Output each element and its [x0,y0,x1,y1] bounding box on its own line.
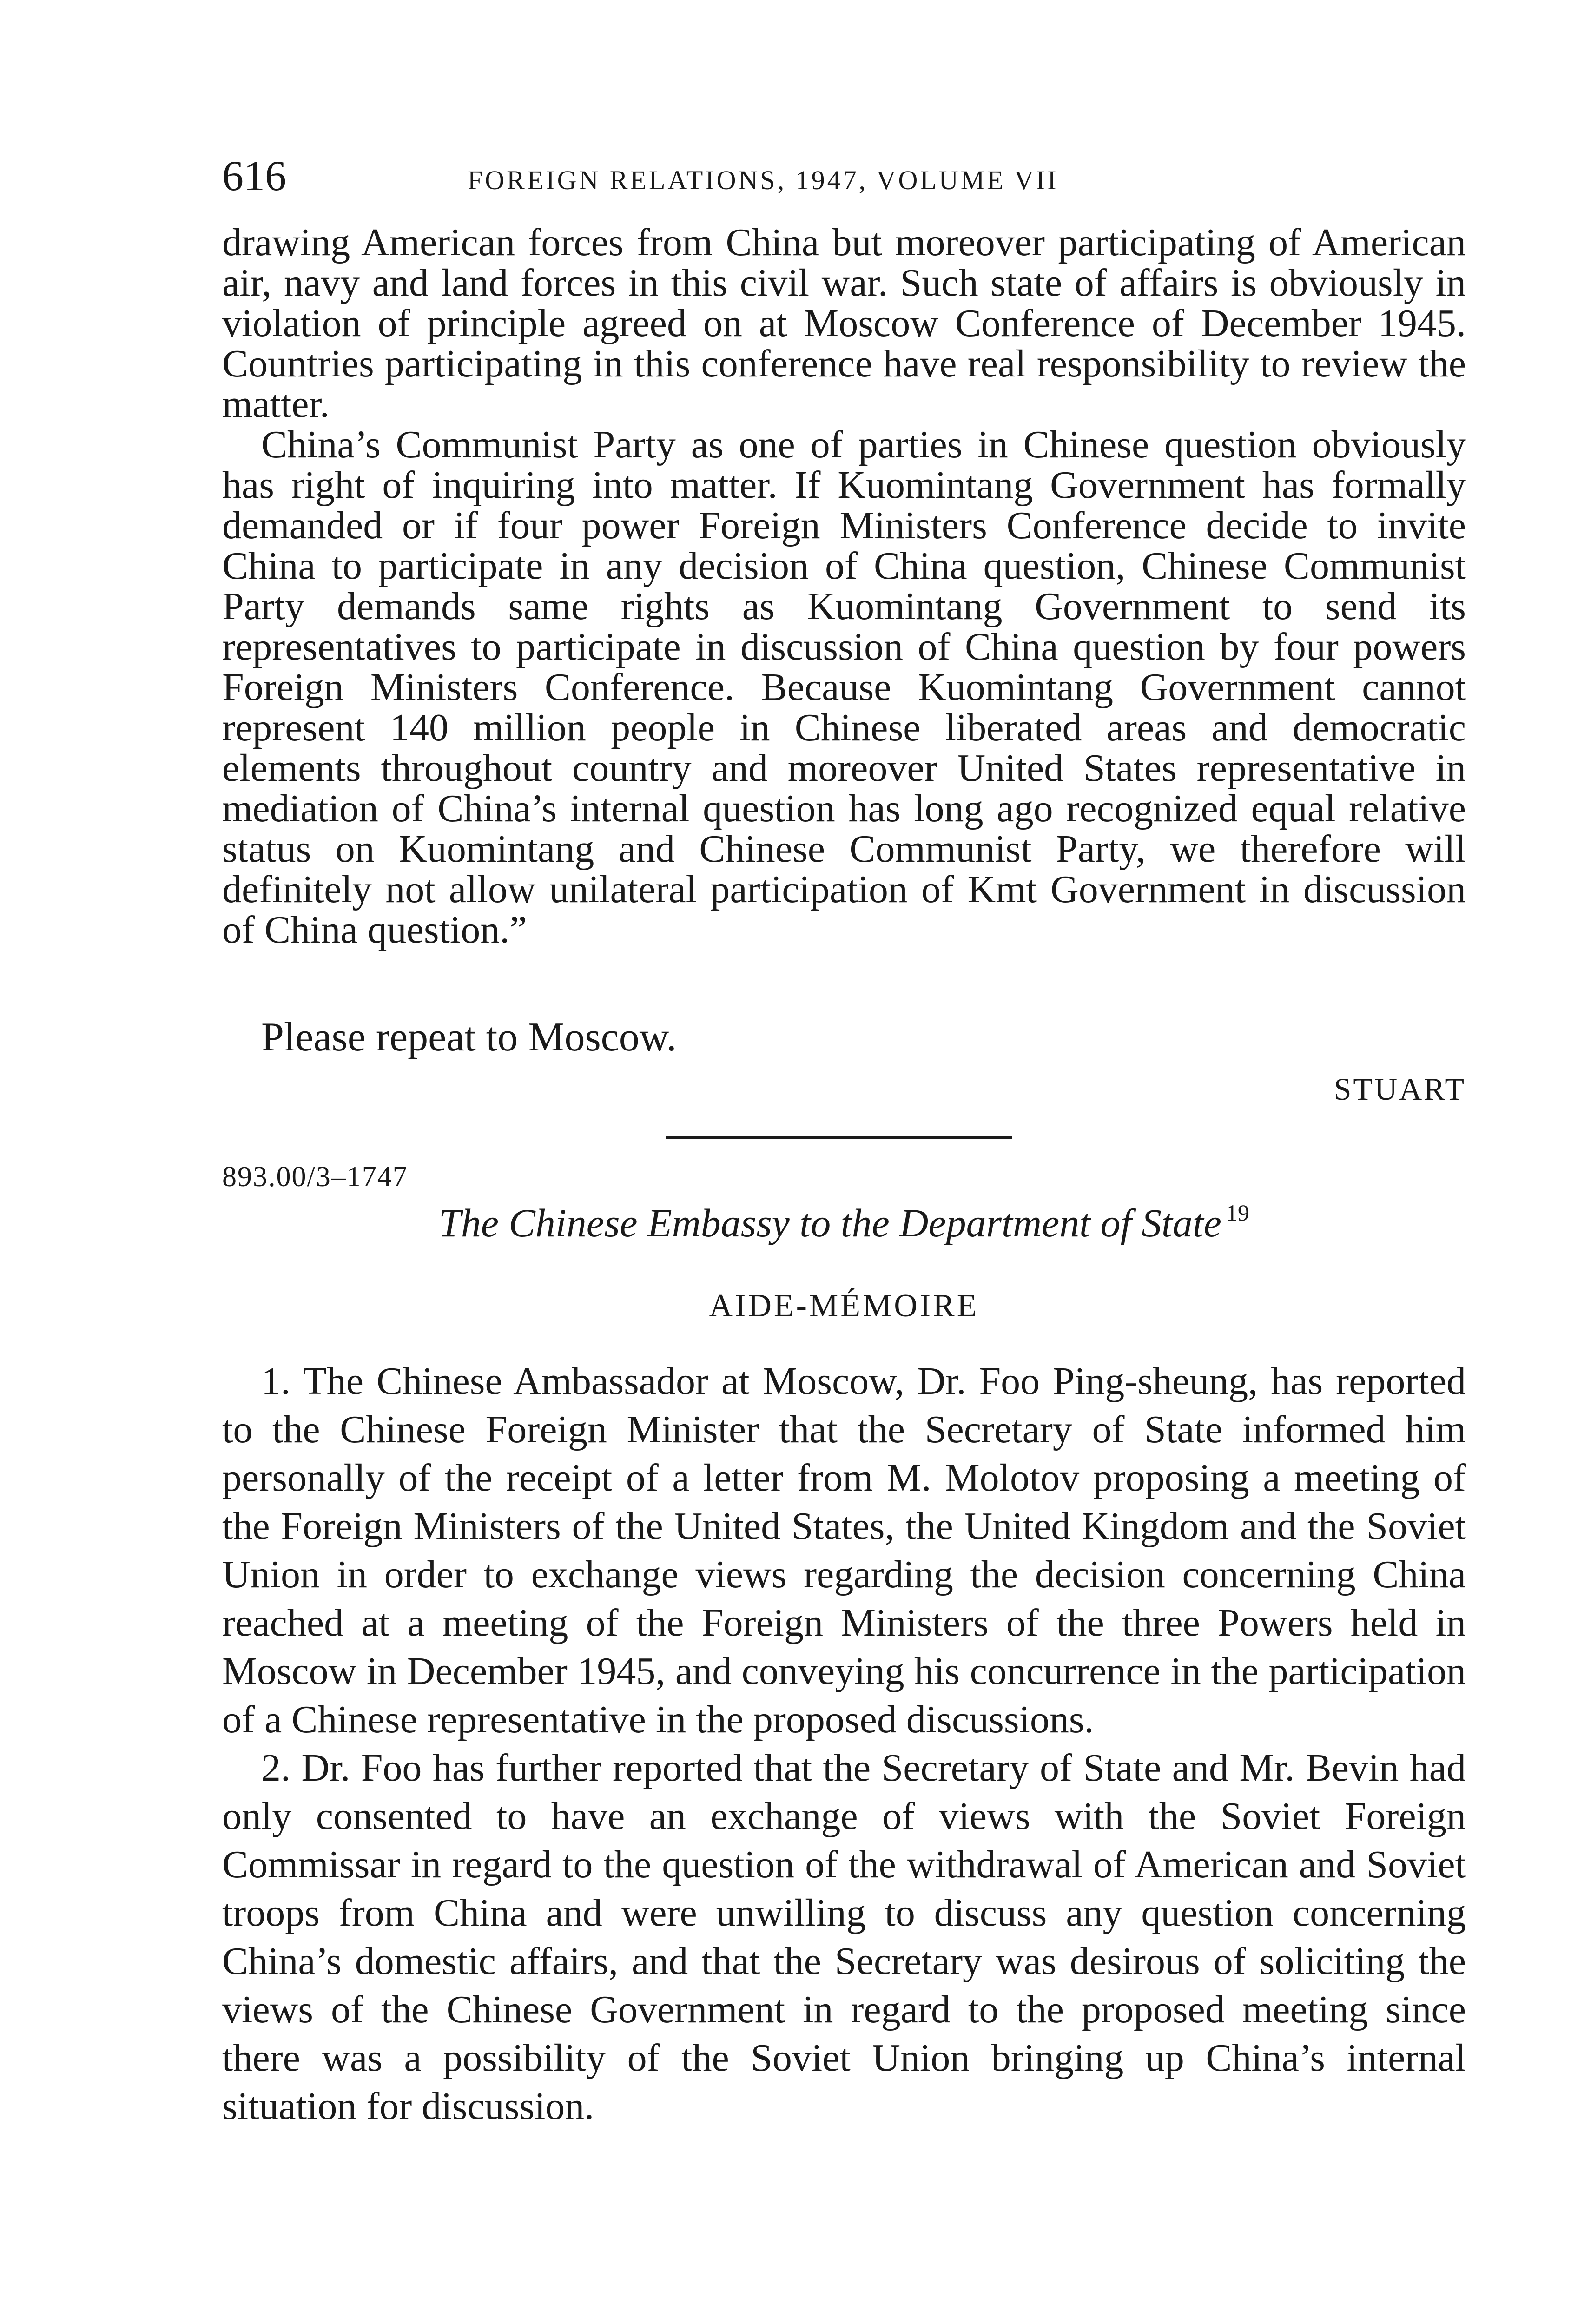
aide-memoire-paragraph-2: 2. Dr. Foo has further reported that the Secretary of State and Mr. Bevin had only consented to have an exchange of views with the Soviet Foreign Commissar in regard to the question of the withdrawal of American and Soviet troops from China and were unwilling to discuss any question concerning China’s domestic affairs, and that the Secretary was desirous of soliciting the views of the Chinese Government in regard to the proposed meeting since there was a possibility of the Soviet Union bringing up China’s internal situation for discussion. [222,1746,1466,2128]
title-footnote-ref: 19 [1226,1200,1249,1226]
closing-block [222,1013,1466,1062]
file-number: 893.00/3–1747 [222,1161,408,1193]
page-number: 616 [222,152,286,199]
running-head: FOREIGN RELATIONS, 1947, VOLUME VII [468,165,1059,195]
aide-memoire-body [222,1357,1466,2131]
closing-line: Please repeat to Moscow. [261,1015,677,1060]
page-header [222,148,1466,204]
document-title-text: The Chinese Embassy to the Department of State [439,1201,1221,1245]
aide-memoire-paragraph-1: 1. The Chinese Ambassador at Moscow, Dr. Foo Ping-sheung, has reported to the Chinese Foreign Minister that the Secretary of State informed him personally of the receipt of a letter from M. Molotov proposing a meeting of the Foreign Ministers of the United States, the United Kingdom and the Soviet Union in order to exchange views regarding the decision concerning China reached at a meeting of the Foreign Ministers of the three Powers held in Moscow in December 1945, and conveying his concurrence in the participation of a Chinese representative in the proposed discussions. [222,1360,1466,1741]
signature: STUART [1333,1071,1466,1107]
document-title [222,1197,1466,1254]
continuation-paragraph-2: China’s Communist Party as one of parties in Chinese question obviously has right of inquiring into matter. If Kuomintang Government has formally demanded or if four power Foreign Ministers Conference decide to invite China to participate in any decision of China question, Chinese Communist Party demands same rights as Kuomintang Government to send its representatives to participate in discussion of China question by four powers Foreign Ministers Conference. Because Kuomintang Government cannot represent 140 million people in Chinese liberated areas and democratic elements throughout country and moreover United States representative in mediation of China’s internal question has long ago recognized equal relative status on Kuomintang and Chinese Communist Party, we therefore will definitely not allow unilateral participation of Kmt Government in discussion of China question.” [222,423,1466,951]
document-type: AIDE-MÉMOIRE [709,1288,979,1324]
continuation-paragraph-1: drawing American forces from China but moreover participating of American air, navy and land forces in this civil war. Such state of affairs is obviously in violation of principle agreed on at Moscow Conference of December 1945. Countries participating in this conference have real responsibility to review the matter. [222,221,1466,426]
section-divider [666,1136,1012,1139]
continuation-text [222,222,1466,950]
